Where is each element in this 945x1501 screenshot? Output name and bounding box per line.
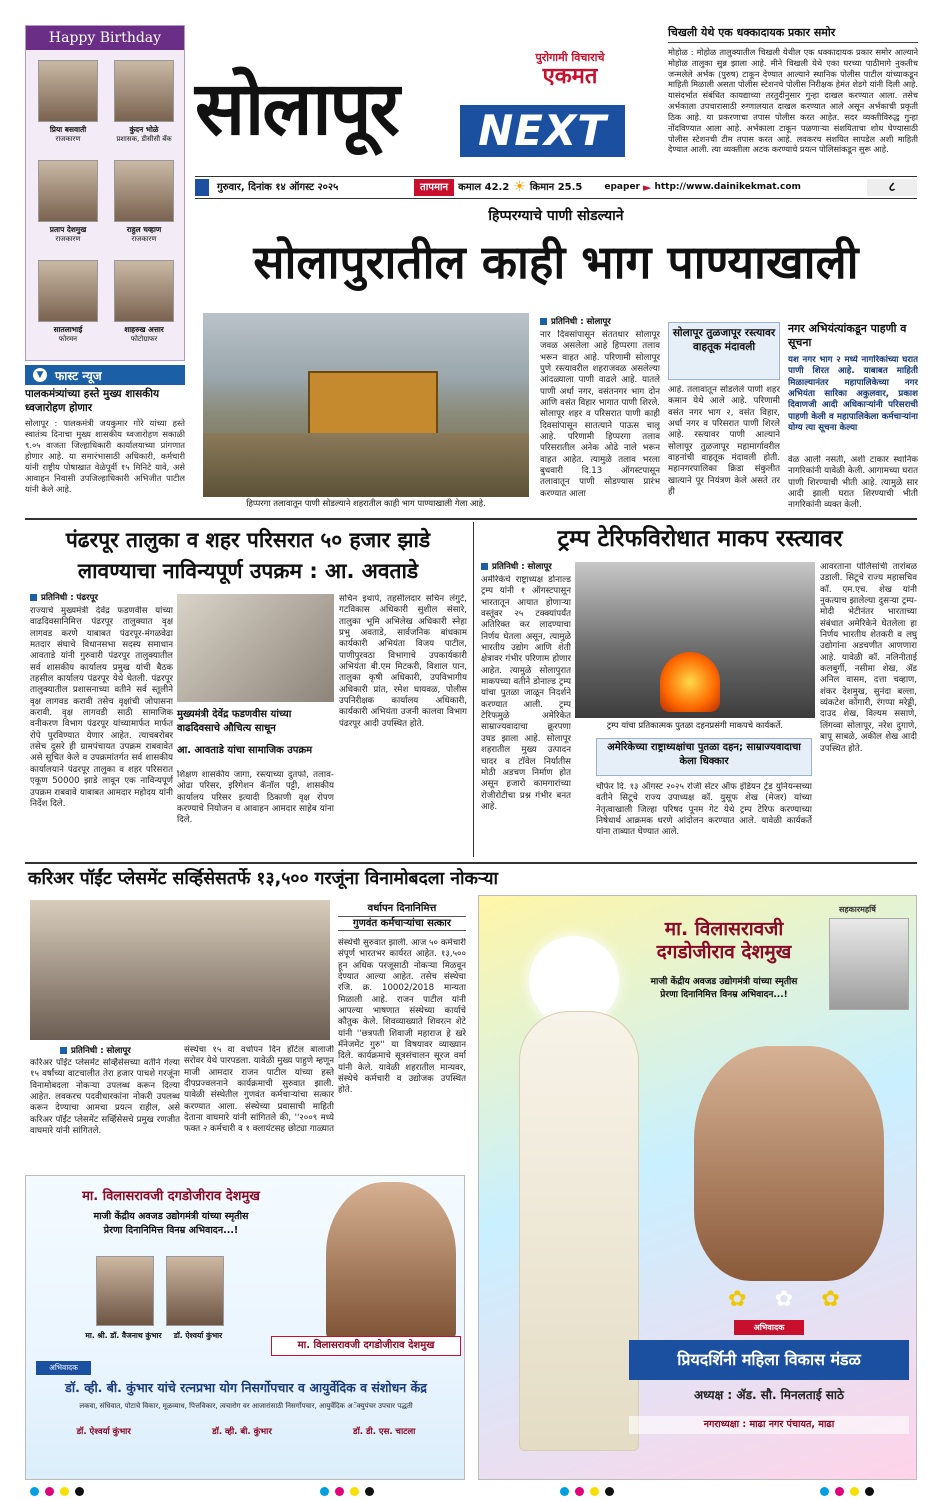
- pandharpur-subhead-1: मुख्यमंत्री देवेंद्र फडणवीस यांच्या वाढदिवसाचे औचित्य साधून: [177, 709, 292, 734]
- person-name: शाहरुख अत्तार: [124, 325, 164, 334]
- ad-corner-label: सहकारमहर्षि: [839, 905, 876, 914]
- person-photo: [38, 60, 98, 122]
- flood-caption: हिप्परगा तलावातून पाणी सोडल्याने शहरातील काही भाग पाण्याखाली गेला आहे.: [246, 498, 486, 508]
- ad-small-photo-1: [96, 1256, 154, 1326]
- person-role: फोटोग्राफर: [130, 335, 158, 343]
- person-name: प्रिया बसवाती: [49, 125, 87, 134]
- lead-subbody-tail: वेळ आली नसती, अशी टाकार स्थानिक नागरिकांनी यावेळी केली. आगामच्या घरात पाणी शिरण्याची भीती आहे. त्यामुळे सार आदी झाली घरात शिरण्याची भीती नागरिकांनी व्यक्त केली.: [788, 455, 918, 510]
- ad-small-doctor-3: डॉ. डी. एस. चाटला: [353, 1427, 416, 1437]
- page-number: ८: [867, 179, 917, 196]
- epaper-link[interactable]: http://www.dainikekmat.com: [654, 182, 801, 192]
- print-registration-marks: [30, 1487, 84, 1496]
- ad-small-person-2: डॉ. ऐश्वर्या कुंभार: [173, 1331, 223, 1340]
- ad-title-2: दगडोजीराव देशमुख: [656, 940, 792, 963]
- byline-marker: [30, 594, 37, 601]
- temperature-min: किमान 25.5: [529, 182, 583, 193]
- print-registration-marks: [560, 1487, 614, 1496]
- flower-icon: ✿: [774, 1286, 794, 1312]
- person-role: राजकारण: [131, 235, 157, 243]
- masthead-logo: [195, 55, 460, 165]
- top-story-body: मोहोळ : मोहोळ तालुक्यातील चिखली येथील एक धक्कादायक प्रकार समोर आल्याने मोहोळ तालुका सुन्न झाला आहे. मीने चिखली येथे एका घरच्या पाठीमागे नुकतीच जन्मलेले अर्भक (पुरुष) टाकून देण्यात आल्याने स्थानिक पोलीस पाटील यांच्याकडून माहिती मिळाली असता पोलीस स्टेशनचे पोलीस निरीक्षक हेमंत शेडगे यांनी दिली आहे. यासंदर्भात संबंधित कायद्याच्या तरतुदीनुसार गुन्हा दाखल करण्यात आला. तसेच अर्भकाला उपचारासाठी रुग्णालयात दाखल करण्यात आले असून अर्भकाची प्रकृती ठिक आहे. या प्रकरणाचा तपास पोलीस करत आहेत. सदर व्यक्तीविरुद्ध गुन्हा नोंदविण्यात आला आहे. अर्भकाला टाकून पळणाऱ्या संशयिताचा शोध घेण्यासाठी पोलीस स्टेशनची टीम तपास करत आहे. लवकरच संशयित सापडेल अशी माहिती देण्यात आली. त्या व्यक्तीला अटक करण्याचे प्रयत्न पोलिसांकडून सुरू आहे.: [668, 47, 918, 155]
- cyan-dot: [820, 1487, 829, 1496]
- birthday-box: [25, 25, 185, 361]
- ad-chairperson: अध्यक्ष : ॲड. सौ. मिनलताई साठे: [694, 1388, 844, 1402]
- magenta-dot: [45, 1487, 54, 1496]
- black-dot: [865, 1487, 874, 1496]
- top-story-headline: चिखली येथे एक धक्कादायक प्रकार समोर: [668, 25, 918, 43]
- sun-icon: ☀: [513, 179, 526, 195]
- black-dot: [75, 1487, 84, 1496]
- birthday-person: [108, 260, 180, 344]
- brand-name: एकमत: [542, 63, 598, 89]
- temperature-label: तापमान: [414, 179, 454, 196]
- lead-headline: सोलापुरातील काही भाग पाण्याखाली: [253, 235, 859, 289]
- flood-photo: [203, 313, 529, 497]
- tribute-ad-small: [25, 1175, 465, 1480]
- person-photo: [38, 160, 98, 222]
- epaper-label: epaper: [604, 182, 640, 192]
- pandharpur-headline-1: पंढरपूर तालुका व शहर परिसरात ५० हजार झाडे: [65, 528, 431, 552]
- masthead-title: सोलापूर: [195, 66, 398, 152]
- person-name: प्रताप देशमुख: [49, 225, 87, 234]
- ad-elder-portrait: [829, 918, 909, 1010]
- ad-small-doctor-1: डॉ. ऐश्वर्या कुंभार: [76, 1427, 131, 1437]
- birthday-person: [108, 160, 180, 244]
- person-photo: [114, 60, 174, 122]
- pandharpur-body-3: शिक्षण शासकीय जागा, रस्त्याच्या दुतर्फा, तलाव-ओढा परिसर, इरिगेशन कॅनॉल पट्टी, शासकीय कार्यालय परिसर इत्यादी ठिकाणी वृक्ष रोपण करण्याचे नियोजन व आवाहन आमदार साहेब यांना दिले.: [177, 770, 334, 826]
- trump-byline: [481, 561, 571, 572]
- birthday-person: [32, 260, 104, 344]
- trump-body-2: आवरताना पोलिसांची तारांबळ उडाली. सिटूचे राज्य महासचिव कॉ. एम.एच. शेख यांनी नुकत्याच झालेल्या दुसऱ्या ट्रम्प-मोदी भेटीनंतर भारताच्या संबंधात अमेरिकेने घेतलेला हा निर्णय भारतीय शेतकरी व लघु उद्योगांना अडचणीत आणणारा आहे. यावेळी कॉ. नलिनीताई कलबुर्गी, नसीमा शेख, ॲड अनिल वासम, दत्ता चव्हाण, शंकर देशमुख, सुनंदा बल्ला, व्यंकटेश कोंगारी, रंगप्पा मरेड्डी, दाउद शेख, विल्यम ससाणे, लिंगव्वा सोलापूर, नरेश दुगाणे, बापू साबळे, अकील शेख आदी उपस्थित होते.: [820, 562, 917, 754]
- person-photo: [114, 260, 174, 322]
- career-subhead-1: वर्धापन दिनानिमित्त: [367, 903, 437, 914]
- magenta-dot: [835, 1487, 844, 1496]
- person-name: राहुल चव्हाण: [126, 225, 162, 234]
- ad-presenter-label: अभिवादक: [734, 1320, 804, 1335]
- fast-news-headline: पालकमंत्र्यांच्या हस्ते मुख्य शासकीय ध्वजारोहण होणार: [25, 388, 160, 414]
- temperature-max: कमाल 42.2: [458, 182, 510, 193]
- next-logo: NEXT: [460, 105, 625, 157]
- person-name: कुंदन भोळे: [129, 125, 159, 134]
- ad-small-doctors: [36, 1426, 456, 1437]
- ad-portrait: [694, 1046, 884, 1281]
- ad-small-doctor-2: डॉ. व्ही. बी. कुंभार: [212, 1427, 272, 1437]
- pandharpur-headline-2: लावण्याचा नाविन्यपूर्ण उपक्रम : आ. अवताडे: [77, 559, 419, 583]
- print-registration-marks: [320, 1487, 374, 1496]
- career-byline-text: प्रतिनिधी : सोलापूर: [71, 1046, 131, 1056]
- ad-small-photo-2: [166, 1256, 224, 1326]
- print-registration-marks: [820, 1487, 874, 1496]
- ad-small-title: मा. विलासरावजी दगडोजीराव देशमुख: [82, 1189, 260, 1204]
- ad-small-portrait: [326, 1182, 456, 1342]
- yellow-dot: [60, 1487, 69, 1496]
- ad-mayor: नगराध्यक्षा : माढा नगर पंचायत, माढा: [629, 1416, 909, 1434]
- person-role: फोरमन: [58, 335, 78, 343]
- yellow-dot: [350, 1487, 359, 1496]
- pandharpur-byline: [30, 592, 170, 603]
- magenta-dot: [575, 1487, 584, 1496]
- byline-marker: [540, 318, 547, 325]
- career-body-3: संस्थेची सुरुवात झाली. आज ५० कर्मचारी संपूर्ण भारतभर कार्यरत आहेत. १३,५०० हून अधिक परजूसाठी नोकऱ्या मिळवून देण्यात आल्या आहेत. तसेच संस्थेचा रजि. क्र. 10002/2018 मान्यता मिळाली आहे. राजन पाटील यांनी आपल्या भाषणात संस्थेच्या कार्याचे कौतुक केले. शिवव्याख्याते शिवरत्न शेटे यांनी ''छत्रपती शिवाजी महाराज हे खरे मॅनेजमेंट गुरु'' या विषयावर व्याख्यान दिले. कार्यक्रमाचे सूत्रसंचालन सूरज वर्मा यांनी केले. यावेळी शहरातील मान्यवर, संस्थेचे कर्मचारी व उद्योजक उपस्थित होते.: [338, 938, 466, 1096]
- ad-small-person-1: मा. श्री. डॉ. वैजनाथ कुंभार: [85, 1331, 162, 1340]
- ad-subtitle-2: प्रेरणा दिनानिमित्त विनम्र अभिवादन...!: [660, 989, 788, 1000]
- issue-date: गुरुवार, दिनांक १४ ऑगस्ट २०२५: [217, 182, 339, 193]
- person-role: प्रशासक, डीसीसी बँक: [116, 135, 172, 143]
- ad-subtitle-1: माजी केंद्रीय अवजड उद्योगमंत्री यांच्या स्मृतीस: [650, 977, 798, 987]
- lead-subhead-inspection: नगर अभियंत्यांकडून पाहणी व सूचना: [788, 322, 907, 350]
- ad-small-org: डॉ. व्ही. बी. कुंभार यांचे रत्नप्रभा योग निसर्गोपचार व आयुर्वेदिक व संशोधन केंद्र: [65, 1380, 427, 1395]
- trump-subhead: अमेरिकेच्या राष्ट्राध्यक्षांचा पुतळा दहन; साम्राज्यवादाचा केला धिक्कार: [596, 738, 812, 776]
- lead-byline: [540, 316, 660, 327]
- career-body-2: संस्थेचा १५ वा वर्धापन दिन हॉटेल बालाजी सरोवर येथे पारपडला. यावेळी मुख्य पाहुणे म्हणून माजी आमदार राजन पाटील यांच्या हस्ते दीपप्रज्वलनाने कार्यक्रमाची सुरुवात झाली. यावेळी संस्थेतील गुणवंत कर्मचाऱ्यांचा सत्कार करण्यात आला. संस्थेच्या प्रवासाची माहिती देताना वाघमारे यांनी सांगितले की, ''२००९ मध्ये फक्त २ कर्मचारी व १ क्लायंटसह छोट्या गाळ्यात: [184, 1045, 334, 1135]
- arrow-icon: ►: [643, 181, 652, 194]
- fast-news-label: फास्ट न्यूज: [55, 368, 102, 383]
- birthday-person: [108, 60, 180, 144]
- yellow-dot: [590, 1487, 599, 1496]
- pandharpur-body-1: राज्याचे मुख्यमंत्री देवेंद्र फडणवीस यांच्या वाढदिवसानिमित्त पंढरपूर तालुक्यात वृक्ष लागवड करणे याबाबत पंढरपूर-मंगळवेढा मतदार संघाचे विधानसभा सदस्य समाधान आवताडे यांनी गुरुवारी पंढरपूर तालुक्यातील सर्व शासकीय कार्यालय प्रमुख यांची बैठक तहसील कार्यालय पंढरपूर येथे घेतली. पंढरपूर तालुक्यातील प्रशासनाच्या वतीने सर्व स्तूलीने वृक्ष लागवड करावी तसेच वृक्षांची जोपासना करावी. वृक्ष लागवडी साठी सामाजिक वनीकरण विभाग पंढरपूर यांच्यामार्फत मार्फत रोपे पुरविण्यात येणार आहेत. त्याचबरोबर तसेच दुसरे ही ग्रामपंचायत उपक्रम राबवावेत असे सूचित केले व उपक्रमांतर्गत सर्व शासकीय कार्यालयाने पंढरपूर तालुका व शहर परिसरात एकूण 50000 झाडे लावून एक नाविन्यपूर्ण उपक्रम राबवावे याबाबत आमदार महोदय यांनी निर्देश दिले.: [30, 606, 173, 809]
- person-photo: [114, 160, 174, 222]
- meeting-photo: [177, 594, 334, 702]
- black-dot: [365, 1487, 374, 1496]
- birthday-person: [32, 160, 104, 244]
- lead-byline-text: प्रतिनिधी : सोलापूर: [551, 317, 611, 327]
- person-role: राजकारण: [55, 135, 81, 143]
- pandharpur-byline-text: प्रतिनिधी : पंढरपूर: [41, 593, 98, 603]
- protest-caption: ट्रम्प यांचा प्रतिकात्मक पुतळा दहनप्रसंगी माकपचे कार्यकर्ते.: [606, 720, 784, 730]
- ad-small-subtitle-1: माजी केंद्रीय अवजड उद्योगमंत्री यांच्या स्मृतीस: [93, 1211, 249, 1222]
- trump-body-1: अमेरिकेचे राष्ट्राध्यक्ष डोनाल्ड ट्रम्प यांनी १ ऑगस्टपासून भारतातून आयात होणाऱ्या वस्तूंवर २५ टक्क्यांपर्यंत अतिरिक्त कर लादण्याचा निर्णय घेतला असून, त्यामुळे भारतीय उद्योग आणि शेती क्षेत्रावर गंभीर परिणाम होणार आहेत. त्यामुळे सोलापुरात माकपच्या वतीने डोनाल्ड ट्रम्प यांचा पुतळा जाळून निदर्शने करण्यात आली. ट्रम्प टेरिफमुळे अमेरिकेत साम्राज्यवादाचा क्रूरपणा उघड झाला आहे. सोलापूर शहरातील मुख्य उत्पादन चादर व टॉवेल निर्यातीस मोठी अडचण निर्माण होत असून हजारो कामगारांच्या रोजीरोटीचा प्रश्न गंभीर बनत आहे.: [481, 575, 571, 812]
- career-group-photo: [30, 900, 330, 1040]
- person-name: सातलाभाई: [53, 325, 83, 334]
- ad-standing-figure: [519, 1011, 639, 1451]
- date-bar: [195, 179, 917, 196]
- ad-small-banner: मा. विलासरावजी दगडोजीराव देशमुख: [271, 1336, 461, 1356]
- trump-byline-text: प्रतिनिधी : सोलापूर: [492, 562, 552, 572]
- lead-subhead-traffic: सोलापूर तुळजापूर रस्त्यावर वाहतूक मंदावली: [668, 322, 780, 380]
- magenta-dot: [335, 1487, 344, 1496]
- cyan-dot: [560, 1487, 569, 1496]
- ad-small-presenter-label: अभिवादक: [36, 1361, 91, 1375]
- trump-subbody: चौफेर दि. १३ ऑगस्ट २०२५ रोजी सेंटर ऑफ इंडियन ट्रेड युनियन्सच्या वतीने सिटूचे राज्य उपाध्यक्ष कॉ. युसूफ शेख (मेजर) यांच्या नेतृत्वाखाली जिल्हा परिषद पूनम गेट येथे ट्रम्प टेरिफ करण्याच्या निषेधार्थ आक्रमक धरणे आंदोलन करण्यात आले. यावेळी कार्यकर्ते यांना ताब्यात घेण्यात आले.: [596, 782, 812, 838]
- cyan-dot: [320, 1487, 329, 1496]
- fast-news-header: [25, 365, 185, 385]
- birthday-title: Happy Birthday: [26, 26, 184, 50]
- lead-subbody-inspection: यश नगर भाग २ मध्ये नागरिकांच्या घरात पाणी शिरत आहे. याबाबत माहिती मिळाल्यानंतर महापालिकेच्या नगर अभियंता सारिका अकुलवार, प्रकाश दिवाणजी आदी अधिकाऱ्यांनी परिसराची पाहणी केली व महापालिकेला कर्मचाऱ्यांना योग्य त्या सूचना केल्या: [788, 355, 918, 434]
- tribute-ad-large: [478, 895, 917, 1480]
- fast-news: [25, 365, 185, 515]
- ad-title-1: मा. विलासरावजी: [664, 918, 784, 940]
- pandharpur-body-2: सचिन इथापे, तहसीलदार सचिन लंगुटे, गटविकास अधिकारी सुशील संसारे, तालुका भूमि अभिलेख अधिकारी स्नेहा प्रभु अवताडे, सार्वजनिक बांधकाम कार्यकारी अभियंता विजय पाटील, पाणीपुरवठा विभागाचे उपकार्यकारी अभियंता बी.एम मिटकरी, विशाल पान, तालुका कृषी अधिकारी, उपविभागीय अधिकारी प्रांत, रमेश घायवळ, पोलीस उपनिरीक्षक कार्यालय अधिकारी, कार्यकारी अभियंता उजनी कालवा विभाग पंढरपूर आदी उपस्थित होते.: [339, 594, 467, 729]
- black-dot: [605, 1487, 614, 1496]
- career-subhead-2: गुणवंत कर्मचाऱ्यांचा सत्कार: [338, 916, 466, 932]
- fast-news-body: सोलापूर : पालकमंत्री जयकुमार गोरे यांच्या हस्ते स्वातंत्र्य दिनाचा मुख्य शासकीय ध्वजारोहण सकाळी ९.०५ वाजता जिल्हाधिकारी कार्यालयाच्या प्रांगणात होणार आहे. या समारंभासाठी अधिकारी, कर्मचारी यांनी राष्ट्रीय पोषाखात वेळेपूर्वी १५ मिनिटे यावे, असे आवाहन निवासी उपजिल्हाधिकारी अभिजीत पाटील यांनी केले आहे.: [25, 418, 185, 494]
- lead-body: नार दिवसांपासून संततधार सोलापूर जवळ असलेला आहे हिप्परगा तलाव भरून वाहत आहे. परिणामी सोलापूर पुणे रस्त्यावरील शहराजवळ असलेल्या आंदळ्याला पाणी वाढले आहे. यातले पाणी अर्धा नगर, वसंतनगर भाग दोन आणि वसंत विहार भागात पाणी शिरले. सोलापूर शहर व परिसरात पाणी काही दिवसांपासून सातत्याने पाऊस चालू आहे. परिणामी हिप्परगा तलाव परिसरातील अनेक ओढे नाले भरून वाहत आहेत. त्यामुळे तलाव भरला बुधवारी दि.13 ऑगस्टपासून तलावातून पाणी सोडण्यास प्रारंभ करण्यात आला: [540, 330, 660, 499]
- yellow-dot: [850, 1487, 859, 1496]
- date-bar-accent: [195, 179, 209, 196]
- chevron-down-icon: ▼: [33, 368, 47, 382]
- ad-flowers: [714, 1284, 854, 1314]
- flower-icon: ✿: [821, 1286, 840, 1312]
- byline-marker: [60, 1047, 67, 1054]
- lead-kicker: हिप्परग्याचे पाणी सोडल्याने: [488, 208, 624, 224]
- birthday-person: [32, 60, 104, 144]
- career-subhead: [338, 902, 466, 931]
- person-role: राजकारण: [55, 235, 81, 243]
- flower-icon: ✿: [728, 1286, 747, 1312]
- pandharpur-subhead-2: आ. आवताडे यांचा सामाजिक उपक्रम: [177, 745, 313, 756]
- career-body-1: करिअर पॉईंट प्लेसमेंट सर्व्हिसेसच्या वतीने गेल्या १५ वर्षांच्या वाटचालीत तेरा हजार पाचशे गरजूंना विनामोबदला नोकऱ्या उपलब्ध करून दिल्या आहेत. लवकरच पदवीधारकांना नोकरी उपलब्ध करून देण्याचा आमचा प्रयत्न राहील, असे करिअर पॉईंट प्लेसमेंट सर्व्हिसेसचे प्रमुख रणजीत वाघमारे यांनी सांगितले.: [30, 1058, 180, 1137]
- trump-headline: ट्रम्प टेरिफविरोधात माकप रस्त्यावर: [557, 526, 843, 552]
- person-photo: [38, 260, 98, 322]
- byline-marker: [481, 563, 488, 570]
- fire-shape: [660, 652, 720, 712]
- ad-org-name: प्रियदर्शिनी महिला विकास मंडळ: [629, 1340, 909, 1380]
- brand-block: [490, 50, 650, 87]
- protest-photo: [575, 562, 815, 718]
- water-shape: [203, 433, 529, 497]
- top-story: [668, 25, 918, 175]
- ad-small-subtitle-2: प्रेरणा दिनानिमित्त विनम्र अभिवादन...!: [103, 1225, 239, 1237]
- brand-tagline: पुरोगामी विचाराचे: [535, 51, 605, 64]
- ad-small-subtitle: [26, 1210, 316, 1239]
- cyan-dot: [30, 1487, 39, 1496]
- ad-subtitle: [624, 976, 824, 1001]
- ad-small-services: लकवा, संधिवात, पोटाचे विकार, मूळव्याध, पित्तविकार, त्वचारोग वर आजारांसाठी निसर्गोपचार, आयुर्वेदिक अॅक्युपंचर उपचार पद्धती: [79, 1402, 413, 1410]
- lead-subbody-traffic: आहे. तलावातून सोडलेले पाणी शहर कमान येथे आले आहे. परिणामी वसंत नगर भाग २, वसंत विहार, अर्धा नगर व परिसरात पाणी शिरले आहे. रस्त्यावर पाणी आल्याने सोलापूर तुळजापूर महामार्गावरील वाहनांची वाहतूक मंदावली होती. महानगरपालिका क्रिडा संकुलीत खात्याने पूर नियंत्रण केले असते तर ही: [668, 385, 780, 498]
- ad-title: [624, 918, 824, 964]
- career-headline: करिअर पॉईंट प्लेसमेंट सर्व्हिसेसतर्फे १३,५०० गरजूंना विनामोबदला नोकऱ्या: [28, 869, 499, 889]
